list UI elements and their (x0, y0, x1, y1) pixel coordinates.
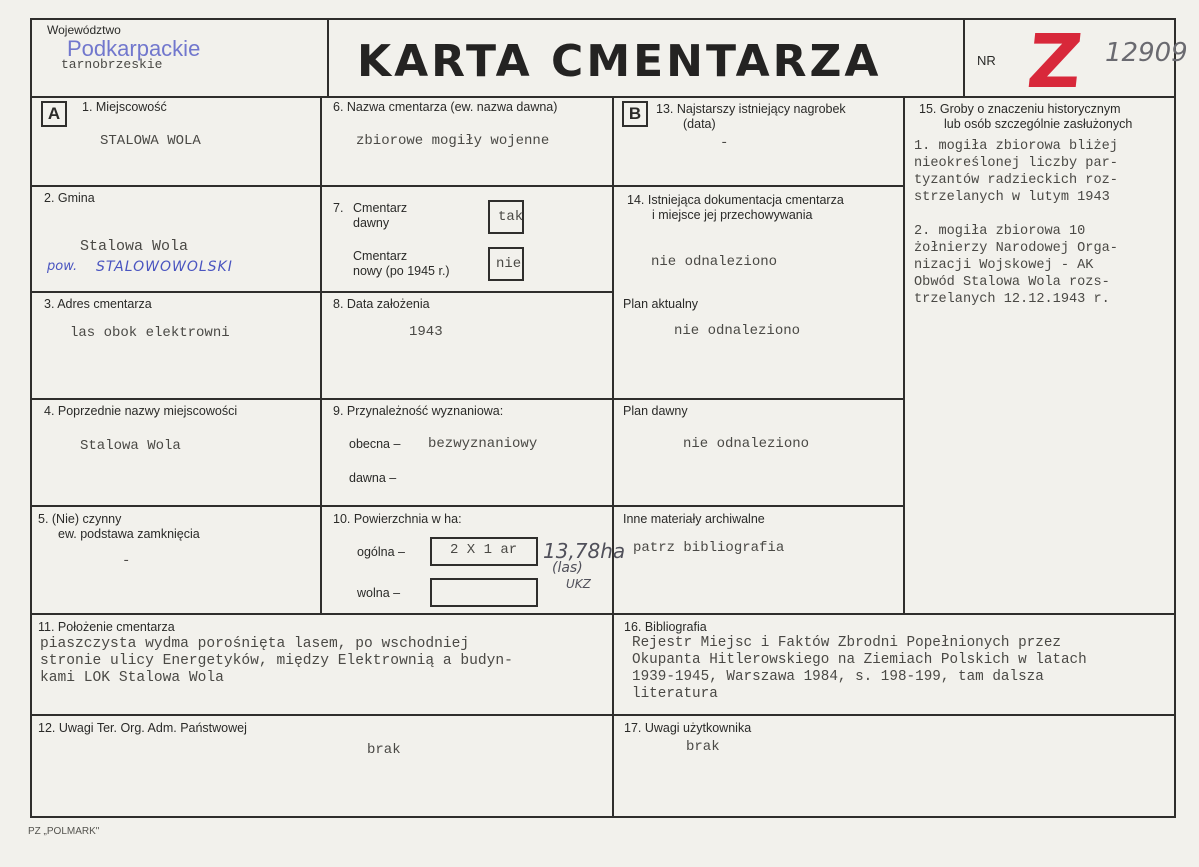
plan-dawny-value: nie odnaleziono (683, 436, 810, 452)
field-2-pow-value: STALOWOWOLSKI (96, 259, 233, 275)
row-line-1 (30, 185, 614, 187)
field-12-label: 12. Uwagi Ter. Org. Adm. Państwowej (38, 721, 247, 735)
field-5-label-1: 5. (Nie) czynny (38, 512, 122, 526)
field-2-value: Stalowa Wola (80, 238, 189, 255)
field-7-nowy-value: nie (496, 256, 522, 272)
field-9-label: 9. Przynależność wyznaniowa: (333, 404, 504, 418)
field-7-label: 7. (333, 201, 344, 215)
printer-mark: PZ „POLMARK" (28, 826, 100, 837)
col-divider-b (612, 96, 614, 818)
field-13-value: - (720, 135, 729, 151)
field-13-label-1: 13. Najstarszy istniejący nagrobek (656, 102, 846, 116)
field-10-handwritten-initials: UKZ (566, 577, 591, 591)
field-8-label: 8. Data założenia (333, 297, 430, 311)
field-13-label-2: (data) (683, 117, 716, 131)
row-line-2 (30, 291, 614, 293)
field-5-value: - (122, 553, 131, 569)
section-b-marker: B (622, 101, 648, 127)
field-15-label-1: 15. Groby o znaczeniu historycznym (919, 102, 1121, 116)
row-line-5 (30, 613, 1176, 615)
row-line-b1 (612, 185, 905, 187)
field-10-handwritten-note: (las) (552, 560, 583, 576)
field-12-value: brak (367, 742, 401, 758)
field-15-label-2: lub osób szczególnie zasłużonych (944, 117, 1133, 131)
field-7-nowy-2: nowy (po 1945 r.) (353, 264, 450, 278)
plan-aktualny-label: Plan aktualny (623, 297, 699, 311)
wojewodztwo-stamp: Podkarpackie (67, 36, 201, 61)
field-8-value: 1943 (409, 324, 443, 340)
field-9-obecna-label: obecna – (349, 437, 401, 451)
field-6-label: 6. Nazwa cmentarza (ew. nazwa dawna) (333, 100, 558, 114)
field-10-ogolna-label: ogólna – (357, 545, 405, 559)
field-4-value: Stalowa Wola (80, 438, 181, 454)
field-4-label: 4. Poprzednie nazwy miejscowości (44, 404, 238, 418)
row-line-6 (30, 714, 1176, 716)
field-14-label-1: 14. Istniejąca dokumentacja cmentarza (627, 193, 844, 207)
field-11-value: piaszczysta wydma porośnięta lasem, po wschodniej stronie ulicy Energetyków, między Elektrownią a budyn- kami LOK Stalowa Wola (40, 636, 513, 686)
section-a-marker: A (41, 101, 67, 127)
field-3-label: 3. Adres cmentarza (44, 297, 152, 311)
field-9-obecna-value: bezwyznaniowy (428, 436, 538, 452)
field-17-label: 17. Uwagi użytkownika (624, 721, 752, 735)
field-6-value: zbiorowe mogiły wojenne (356, 133, 550, 149)
wojewodztwo-typed: tarnobrzeskie (61, 57, 163, 72)
field-1-label: 1. Miejscowość (82, 100, 167, 114)
field-10-wolna-box (430, 578, 538, 607)
field-10-ogolna-value: 2 X 1 ar (450, 542, 518, 558)
col-divider-c (903, 96, 905, 614)
nr-letter: Z (1023, 19, 1087, 105)
field-7-dawny-value: tak (498, 209, 524, 225)
field-2-pow-prefix: pow. (47, 259, 78, 274)
plan-aktualny-value: nie odnaleziono (674, 323, 801, 339)
col-divider-a (320, 96, 322, 614)
field-7-dawny-1: Cmentarz (353, 201, 408, 215)
nr-label: NR (977, 53, 996, 68)
wojewodztwo-label: Województwo (47, 23, 121, 37)
plan-dawny-label: Plan dawny (623, 404, 688, 418)
field-15-value: 1. mogiła zbiorowa bliżej nieokreślonej liczby par- tyzantów radzieckich roz- strzelanych w lutym 1943 2. mogiła zbiorowa 10 żołnierzy Narodowej Orga- nizacji Wojskowej - AK Obwód Stalowa Wola rozs- trzelanych 12.12.1943 r. (914, 139, 1118, 307)
field-7-nowy-1: Cmentarz (353, 249, 408, 263)
row-line-4 (30, 505, 905, 507)
field-10-wolna-label: wolna – (357, 586, 401, 600)
field-16-value: Rejestr Miejsc i Faktów Zbrodni Popełnionych przez Okupanta Hitlerowskiego na Ziemiach Polskich w latach 1939-1945, Warszawa 1984, s. 198-199, tam dalsza literatura (632, 635, 1087, 702)
row-line-3 (30, 398, 905, 400)
field-3-value: las obok elektrowni (70, 325, 230, 341)
field-14-label-2: i miejsce jej przechowywania (652, 208, 813, 222)
field-10-label: 10. Powierzchnia w ha: (333, 512, 462, 526)
field-7-dawny-2: dawny (353, 216, 390, 230)
header-divider-2 (963, 18, 965, 98)
field-9-dawna-label: dawna – (349, 471, 397, 485)
nr-number: 12909 (1105, 38, 1188, 68)
field-5-label-2: ew. podstawa zamknięcia (58, 527, 200, 541)
field-10-handwritten-area: 13,78ha (543, 539, 626, 563)
field-2-label: 2. Gmina (44, 191, 95, 205)
card-title: KARTA CMENTARZA (357, 36, 882, 87)
inne-materialy-label: Inne materiały archiwalne (623, 512, 765, 526)
field-14-value: nie odnaleziono (651, 254, 778, 270)
field-1-value: STALOWA WOLA (100, 133, 201, 149)
header-divider-1 (327, 18, 329, 98)
field-17-value: brak (686, 739, 720, 755)
field-16-label: 16. Bibliografia (624, 620, 707, 634)
field-11-label: 11. Położenie cmentarza (38, 620, 175, 634)
inne-materialy-value: patrz bibliografia (633, 540, 785, 556)
